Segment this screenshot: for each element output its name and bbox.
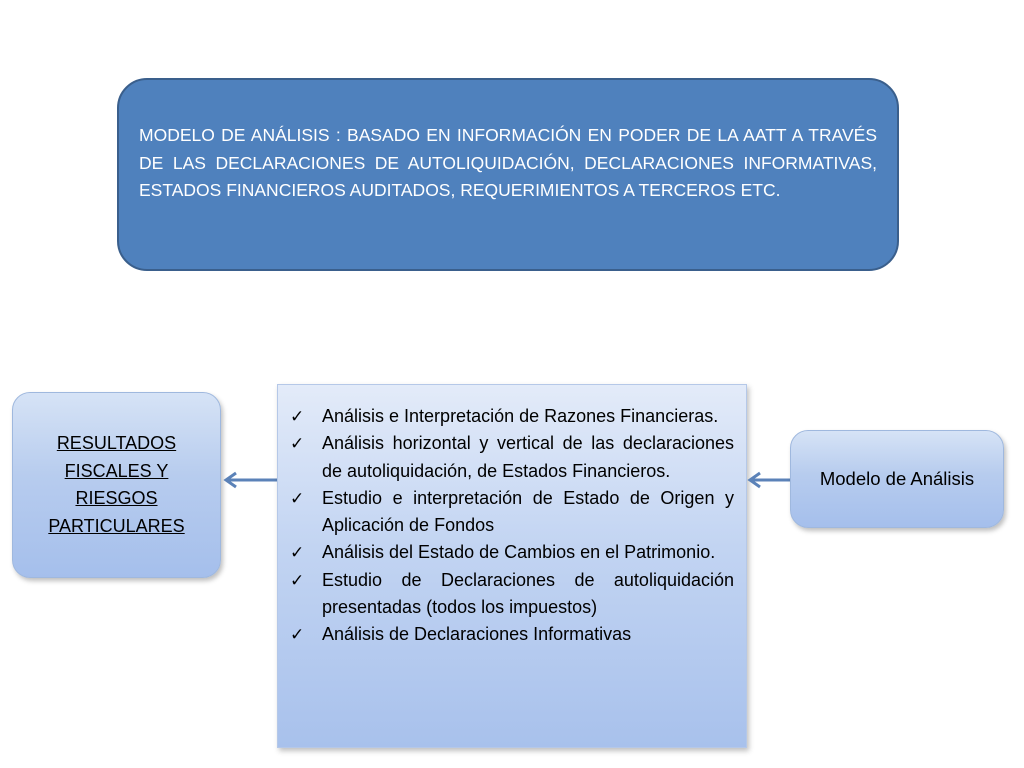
analysis-step-item — [290, 539, 734, 566]
checkmark-icon: ✓ — [290, 407, 305, 426]
analysis-step-text: Análisis del Estado de Cambios en el Patrimonio. — [322, 542, 716, 563]
analysis-model-description-text: MODELO DE ANÁLISIS : BASADO EN INFORMACIÓN EN PODER DE LA AATT A TRAVÉS DE LAS DECLARACIONES DE AUTOLIQUIDACIÓN, DECLARACIONES INFORMATIVAS, ESTADOS FINANCIEROS AUDITADOS, REQUERIMIENTOS A TERCEROS ETC. — [139, 125, 877, 200]
analysis-steps-box — [277, 384, 747, 748]
left-arrow-icon-right — [744, 468, 794, 492]
checkmark-icon: ✓ — [290, 543, 305, 563]
analysis-step-item — [290, 430, 734, 485]
checkmark-icon: ✓ — [290, 488, 305, 508]
analysis-step-text: Estudio e interpretación de Estado de Origen y Aplicación de Fondos — [322, 487, 734, 536]
analysis-step-item — [290, 621, 734, 648]
checkmark-icon: ✓ — [290, 434, 305, 454]
analysis-model-box — [790, 430, 1004, 528]
analysis-step-item — [290, 567, 734, 622]
analysis-step-item — [290, 485, 734, 540]
left-arrow-icon — [220, 468, 280, 492]
checkmark-icon: ✓ — [290, 625, 305, 645]
results-text: RESULTADOS FISCALES Y RIESGOS PARTICULARES — [48, 433, 185, 536]
analysis-step-text: Estudio de Declaraciones de autoliquidación presentadas (todos los impuestos) — [322, 569, 734, 618]
checkmark-icon: ✓ — [290, 570, 305, 590]
analysis-steps-list — [290, 403, 734, 649]
analysis-step-text: Análisis horizontal y vertical de las declaraciones de autoliquidación, de Estados Financieros. — [322, 433, 734, 481]
results-box — [12, 392, 221, 578]
analysis-step-text: Análisis de Declaraciones Informativas — [322, 624, 632, 645]
analysis-model-label: Modelo de Análisis — [819, 468, 975, 489]
analysis-model-description-box — [117, 78, 899, 271]
analysis-step-text: Análisis e Interpretación de Razones Financieras. — [322, 406, 719, 426]
analysis-step-item — [290, 403, 734, 430]
